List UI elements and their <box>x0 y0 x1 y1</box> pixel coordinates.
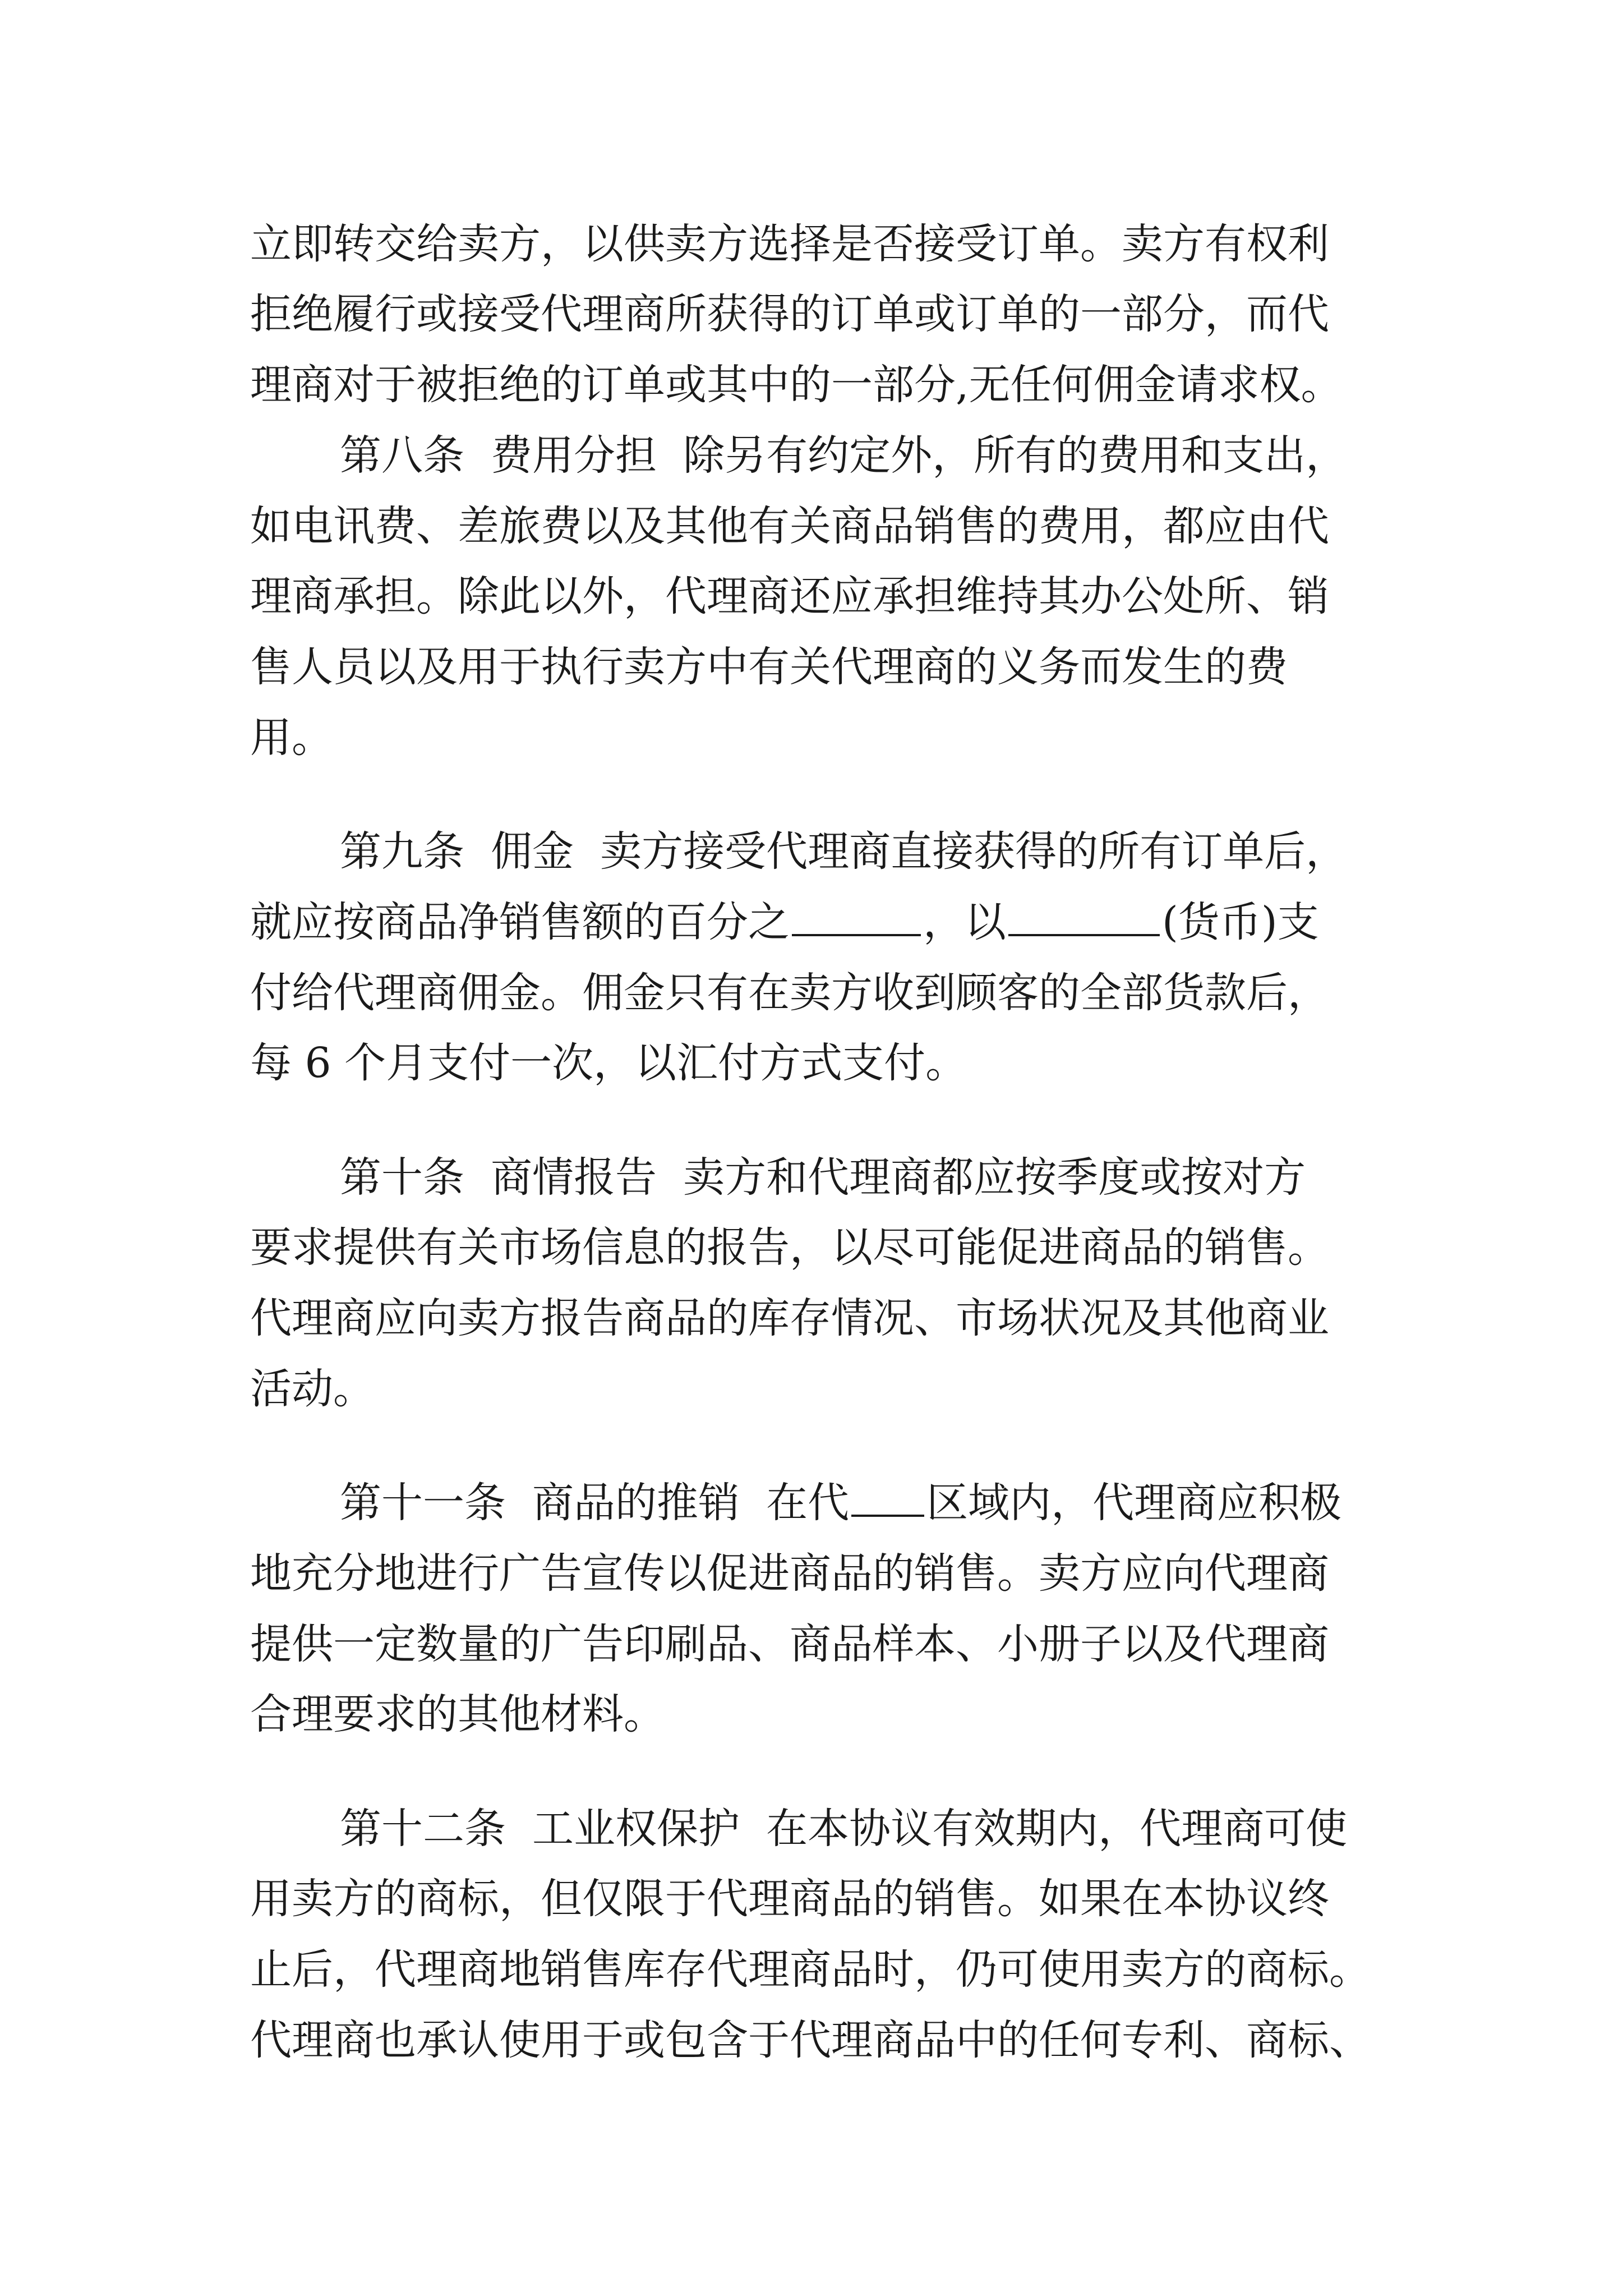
text-line: 代理商应向卖方报告商品的库存情况、市场状况及其他商业 <box>250 1294 1329 1342</box>
text-line: 活动。 <box>250 1365 375 1413</box>
text-line: 代理商也承认使用于或包含于代理商品中的任何专利、商标、 <box>250 2016 1371 2064</box>
text-segment: 区域内，代理商应积极 <box>926 1479 1342 1527</box>
text-line: 地充分地进行广告宣传以促进商品的销售。卖方应向代理商 <box>250 1549 1329 1598</box>
text-line: 如电讯费、差旅费以及其他有关商品销售的费用，都应由代 <box>250 502 1329 550</box>
text-segment: ，以 <box>923 898 1006 946</box>
text-line: 用。 <box>250 714 333 762</box>
text-line: 止后，代理商地销售库存代理商品时，仍可使用卖方的商标。 <box>250 1945 1371 1994</box>
text-line: 理商对于被拒绝的订单或其中的一部分,无任何佣金请求权。 <box>250 361 1343 409</box>
text-line: 合理要求的其他材料。 <box>250 1690 665 1738</box>
text-line: 立即转交给卖方，以供卖方选择是否接受订单。卖方有权利 <box>250 220 1329 268</box>
article-9-heading-line: 第九条 佣金 卖方接受代理商直接获得的所有订单后， <box>340 827 1348 876</box>
article-11-heading-line <box>340 1469 1405 1536</box>
text-line: 售人员以及用于执行卖方中有关代理商的义务而发生的费 <box>250 643 1288 691</box>
article-8-heading-line: 第八条 费用分担 除另有约定外，所有的费用和支出， <box>340 431 1348 480</box>
text-line: 提供一定数量的广告印刷品、商品样本、小册子以及代理商 <box>250 1620 1329 1668</box>
text-line: 付给代理商佣金。佣金只有在卖方收到顾客的全部货款后， <box>250 969 1329 1017</box>
text-line-with-blanks <box>250 889 1405 956</box>
text-segment: (货币)支 <box>1162 898 1319 946</box>
text-line: 理商承担。除此以外，代理商还应承担维持其办公处所、销 <box>250 572 1329 620</box>
text-segment: 第十一条 商品的推销 在代 <box>340 1479 850 1527</box>
text-line: 用卖方的商标，但仅限于代理商品的销售。如果在本协议终 <box>250 1875 1329 1923</box>
text-line: 每 6 个月支付一次，以汇付方式支付。 <box>250 1039 967 1087</box>
fill-in-blank <box>792 895 921 936</box>
text-line: 要求提供有关市场信息的报告，以尽可能促进商品的销售。 <box>250 1223 1329 1272</box>
article-10-heading-line: 第十条 商情报告 卖方和代理商都应按季度或按对方 <box>340 1153 1306 1202</box>
text-segment: 就应按商品净销售额的百分之 <box>250 898 790 946</box>
fill-in-blank <box>851 1475 924 1517</box>
fill-in-blank <box>1008 895 1160 936</box>
text-line: 拒绝履行或接受代理商所获得的订单或订单的一部分，而代 <box>250 290 1329 338</box>
article-12-heading-line: 第十二条 工业权保护 在本协议有效期内，代理商可使 <box>340 1805 1348 1853</box>
